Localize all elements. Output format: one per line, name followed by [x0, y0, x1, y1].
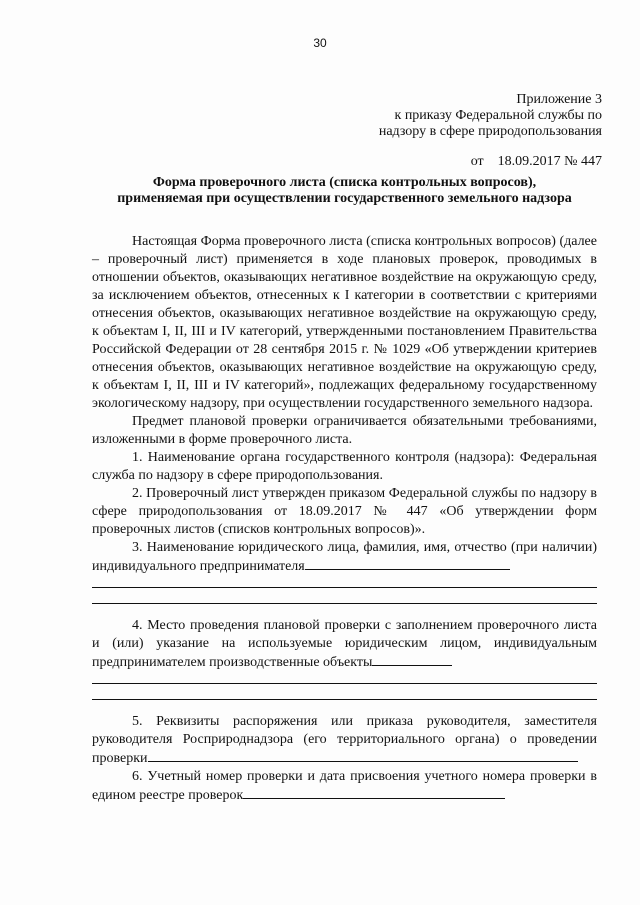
title-line-2: применяемая при осуществлении государственного земельного надзора — [117, 191, 572, 206]
appendix-line-2: к приказу Федеральной службы по — [394, 108, 602, 123]
subject-paragraph: Предмет плановой проверки ограничивается обязательными требованиями, изложенными в форме проверочного листа. — [92, 414, 597, 447]
item-3-text: 3. Наименование юридического лица, фамилия, имя, отчество (при наличии) индивидуального предпринимателя — [92, 540, 597, 574]
item-4 — [92, 617, 597, 672]
title-line-1: Форма проверочного листа (списка контрольных вопросов), — [152, 175, 537, 190]
item-4-fill-line[interactable] — [372, 653, 452, 666]
appendix-line-3: надзору в сфере природопользования — [378, 124, 602, 139]
item-1: 1. Наименование органа государственного контроля (надзора): Федеральная служба по надзору в сфере природопользования. — [92, 450, 597, 483]
item-3-fill-line[interactable] — [305, 557, 510, 570]
document-title — [92, 175, 597, 207]
item-4-text: 4. Место проведения плановой проверки с заполнением проверочного листа и (или) указание на используемые юридическим лицом, индивидуальным предпринимателем производственные объекты — [92, 618, 597, 670]
item-5-fill-line[interactable] — [148, 749, 578, 762]
appendix-header — [379, 92, 602, 170]
intro-paragraph: Настоящая Форма проверочного листа (списка контрольных вопросов) (далее – проверочный лист) применяется в ходе плановых проверок, проводимых в отношении объектов, оказывающих негативное воздействие на окружающую среду, за исключением объектов, отнесенных к I категории в соответствии с критериями отнесения объектов, оказывающих негативное воздействие на окружающую среду, к объектам I, II, III и IV категорий, утвержденными постановлением Правительства Российской Федерации от 28 сентября 2015 г. № 1029 «Об утверждении критериев отнесения объектов, оказывающих негативное воздействие на окружающую среду, к объектам I, II, III и IV категорий», подлежащих федеральному государственному экологическому надзору, при осуществлении государственного земельного надзора. — [92, 234, 597, 411]
appendix-date: от 18.09.2017 № 447 — [470, 154, 602, 169]
item-5 — [92, 713, 597, 768]
item-3-blank-line-1[interactable] — [92, 586, 597, 588]
document-body — [92, 233, 597, 805]
item-4-blank-line-1[interactable] — [92, 682, 597, 684]
appendix-line-1: Приложение 3 — [516, 92, 602, 107]
item-6-text: 6. Учетный номер проверки и дата присвоения учетного номера проверки в едином реестре проверок — [92, 769, 597, 803]
page-number: 30 — [313, 36, 327, 50]
item-6 — [92, 768, 597, 805]
item-6-fill-line[interactable] — [243, 786, 505, 799]
item-3 — [92, 539, 597, 576]
item-2: 2. Проверочный лист утвержден приказом Федеральной службы по надзору в сфере природопользования от 18.09.2017 № 447 «Об утверждении форм проверочных листов (списков контрольных вопросов)». — [92, 486, 597, 537]
item-5-text: 5. Реквизиты распоряжения или приказа руководителя, заместителя руководителя Росприроднадзора (его территориального органа) о проведении проверки — [92, 714, 597, 766]
item-3-blank-line-2[interactable] — [92, 602, 597, 604]
item-4-blank-line-2[interactable] — [92, 698, 597, 700]
